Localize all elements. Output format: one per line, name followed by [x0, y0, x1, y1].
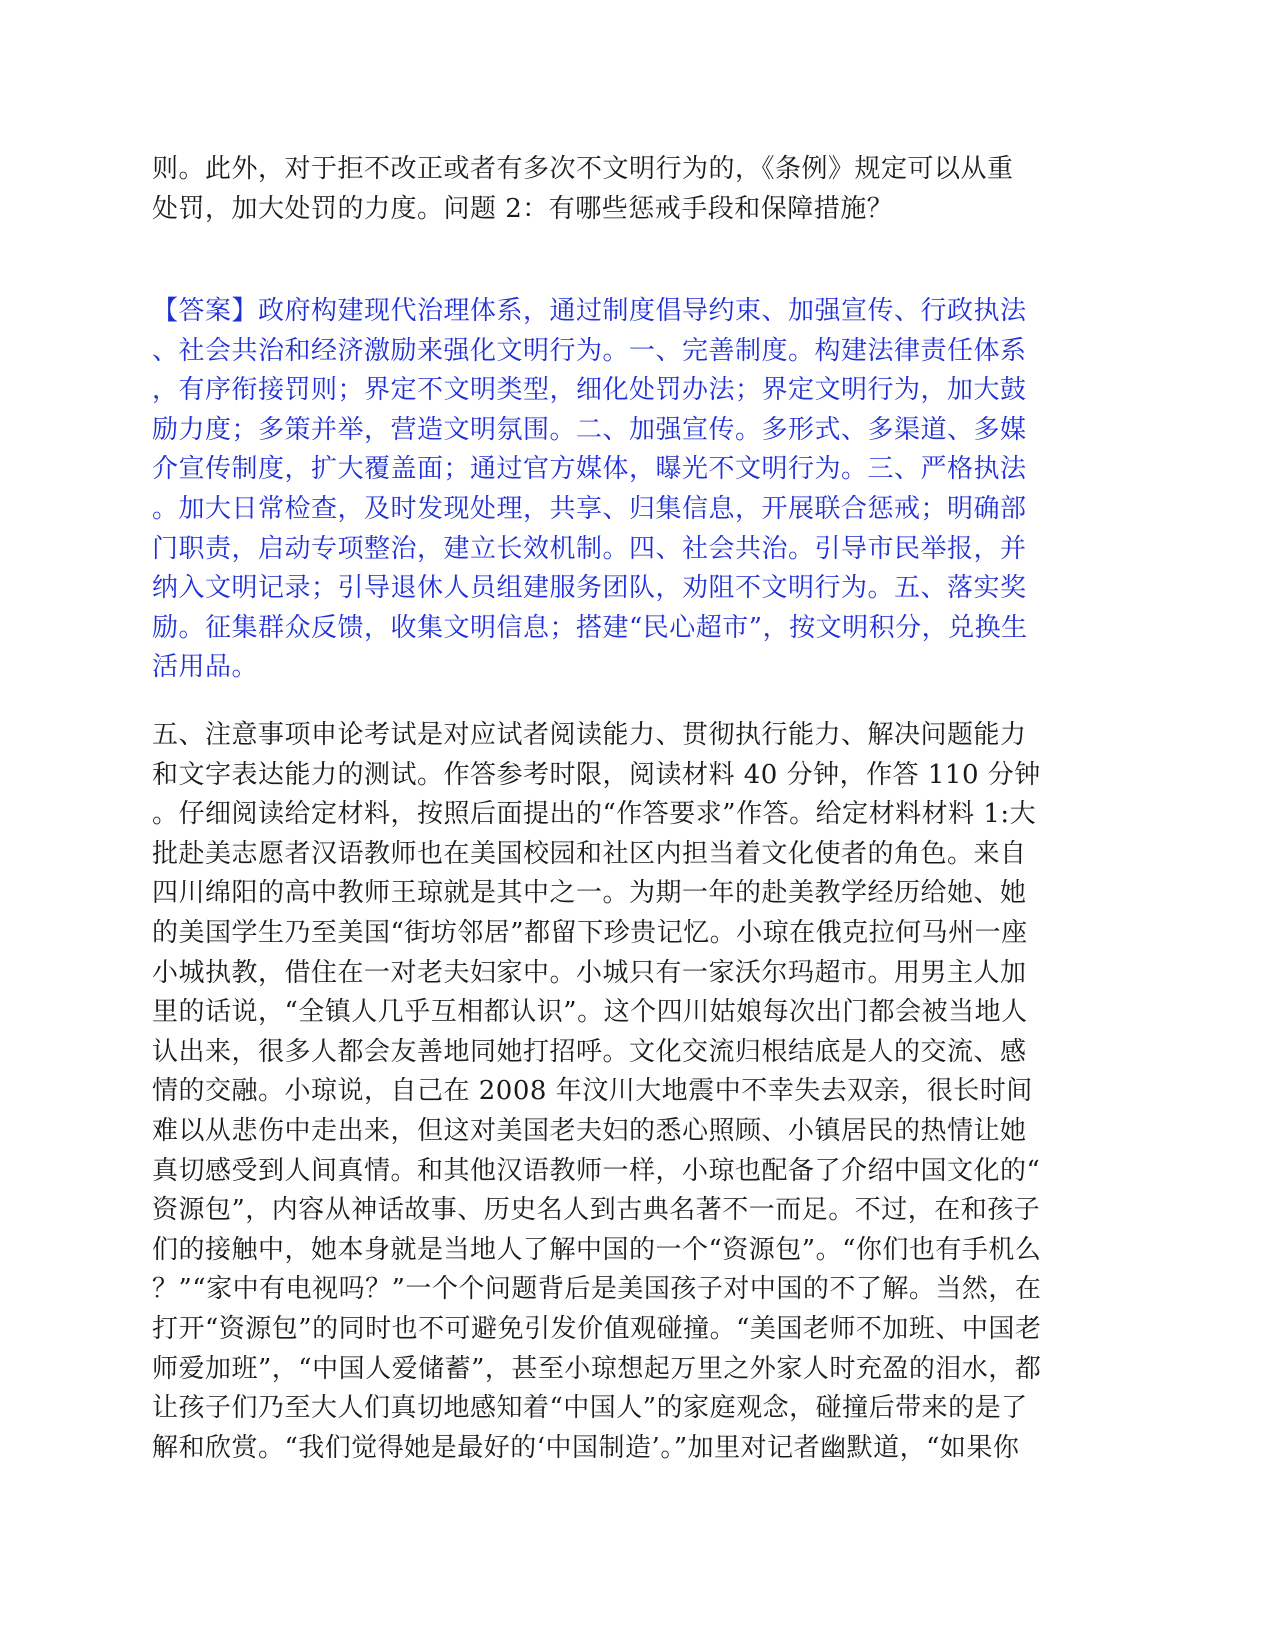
text-line: 真切感受到人间真情。和其他汉语教师一样，小琼也配备了介绍中国文化的“	[152, 1155, 1041, 1186]
text-line: 五、注意事项申论考试是对应试者阅读能力、贯彻执行能力、解决问题能力	[152, 720, 1027, 750]
text-line: 处罚，加大处罚的力度。问题 2：有哪些惩戒手段和保障措施？	[152, 193, 894, 224]
text-line: 们的接触中，她本身就是当地人了解中国的一个“资源包”。“你们也有手机么	[152, 1234, 1042, 1265]
text-line: 的美国学生乃至美国“街坊邻居”都留下珍贵记忆。小琼在俄克拉何马州一座	[152, 917, 1028, 948]
text-line: 情的交融。小琼说，自己在 2008 年汶川大地震中不幸失去双亲，很长时间	[152, 1076, 1033, 1107]
answer-line: ，有序衔接罚则；界定不文明类型，细化处罚办法；界定文明行为，加大鼓	[152, 375, 1027, 406]
text-line: 和文字表达能力的测试。作答参考时限，阅读材料 40 分钟，作答 110 分钟	[152, 759, 1041, 790]
notes-paragraph	[152, 716, 1112, 1468]
text-line: 难以从悲伤中走出来，但这对美国老夫妇的悉心照顾、小镇居民的热情让她	[152, 1115, 1027, 1146]
text-line: 小城执教，借住在一对老夫妇家中。小城只有一家沃尔玛超市。用男主人加	[152, 957, 1027, 988]
text-line: 师爱加班”，“中国人爱储蓄”，甚至小琼想起万里之外家人时充盈的泪水，都	[152, 1353, 1042, 1384]
text-line: 则。此外，对于拒不改正或者有多次不文明行为的，《条例》规定可以从重	[152, 154, 1014, 184]
text-line: 认出来，很多人都会友善地同她打招呼。文化交流归根结底是人的交流、感	[152, 1036, 1027, 1067]
text-line: 资源包”，内容从神话故事、历史名人到古典名著不一而足。不过，在和孩子	[152, 1195, 1041, 1226]
answer-line: 励。征集群众反馈，收集文明信息；搭建“民心超市”，按文明积分，兑换生	[152, 612, 1028, 643]
text-line: 解和欣赏。“我们觉得她是最好的‘中国制造’。”加里对记者幽默道，“如果你	[152, 1432, 1020, 1463]
text-line: 让孩子们乃至大人们真切地感知着“中国人”的家庭观念，碰撞后带来的是了	[152, 1393, 1028, 1424]
answer-line: 纳入文明记录；引导退休人员组建服务团队，劝阻不文明行为。五、落实奖	[152, 573, 1027, 604]
answer-line: 。加大日常检查，及时发现处理，共享、归集信息，开展联合惩戒；明确部	[152, 493, 1027, 524]
answer-line: 【答案】政府构建现代治理体系，通过制度倡导约束、加强宣传、行政执法	[152, 296, 1027, 326]
text-line: 四川绵阳的高中教师王琼就是其中之一。为期一年的赴美教学经历给她、她	[152, 878, 1027, 909]
answer-line: 门职责，启动专项整治，建立长效机制。四、社会共治。引导市民举报，并	[152, 533, 1027, 564]
answer-line: 励力度；多策并举，营造文明氛围。二、加强宣传。多形式、多渠道、多媒	[152, 414, 1027, 445]
text-line: 打开“资源包”的同时也不可避免引发价值观碰撞。“美国老师不加班、中国老	[152, 1313, 1042, 1344]
text-line: 里的话说，“全镇人几乎互相都认识”。这个四川姑娘每次出门都会被当地人	[152, 997, 1028, 1028]
text-line: ？”“家中有电视吗？”一个个问题背后是美国孩子对中国的不了解。当然，在	[152, 1274, 1042, 1305]
answer-line: 活用品。	[152, 652, 259, 683]
answer-line: 、社会共治和经济激励来强化文明行为。一、完善制度。构建法律责任体系	[152, 335, 1027, 366]
intro-paragraph	[152, 150, 1112, 229]
answer-line: 介宣传制度，扩大覆盖面；通过官方媒体，曝光不文明行为。三、严格执法	[152, 454, 1027, 485]
answer-paragraph	[152, 292, 1112, 688]
text-line: 批赴美志愿者汉语教师也在美国校园和社区内担当着文化使者的角色。来自	[152, 838, 1027, 869]
text-line: 。仔细阅读给定材料，按照后面提出的“作答要求”作答。给定材料材料 1:大	[152, 799, 1037, 830]
